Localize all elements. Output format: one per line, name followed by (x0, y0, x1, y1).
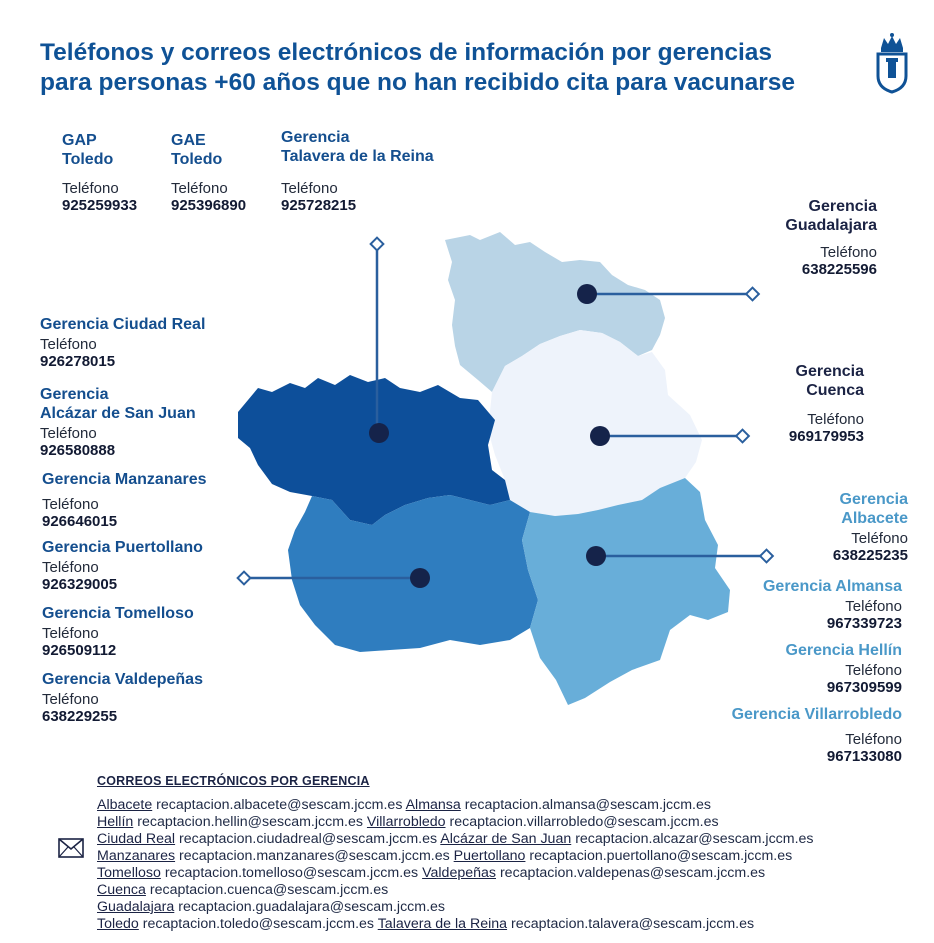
phone-label: Teléfono (40, 336, 97, 353)
marker-albacete (586, 546, 606, 566)
contact-name: Gerencia Valdepeñas (42, 671, 203, 688)
contact-alcazar (40, 385, 196, 459)
contact-name: GAP (62, 132, 97, 149)
contact-name: Gerencia (795, 363, 864, 380)
email-address[interactable]: recaptacion.villarrobledo@sescam.jccm.es (449, 814, 719, 830)
contact-name: Alcázar de San Juan (40, 405, 196, 422)
email-address[interactable]: recaptacion.guadalajara@sescam.jccm.es (178, 899, 446, 915)
email-line (97, 899, 814, 916)
email-name-puertollano: Puertollano (453, 848, 526, 864)
phone-number: 967133080 (826, 748, 902, 765)
contact-gap-toledo (62, 131, 137, 214)
contact-name: Gerencia Almansa (762, 578, 902, 595)
contact-name: Guadalajara (785, 217, 877, 234)
phone-number: 926646015 (42, 513, 118, 530)
contact-gae-toledo (171, 131, 246, 214)
contact-name: Gerencia (808, 198, 877, 215)
contact-name: Gerencia (839, 491, 908, 508)
phone-number: 638229255 (42, 708, 118, 725)
contact-cuenca (789, 362, 864, 445)
contact-tomelloso (42, 604, 194, 659)
email-line (97, 865, 814, 882)
email-name-cuenca: Cuenca (97, 882, 146, 898)
contact-hellin (786, 641, 903, 696)
phone-number: 967309599 (826, 679, 902, 696)
phone-label: Teléfono (820, 244, 877, 261)
email-name-almansa: Almansa (405, 797, 461, 813)
phone-label: Teléfono (40, 425, 97, 442)
contact-name: GAE (171, 132, 206, 149)
phone-label: Teléfono (42, 691, 99, 708)
phone-label: Teléfono (42, 625, 99, 642)
phone-label: Teléfono (171, 180, 228, 197)
contact-name: Gerencia Hellín (785, 642, 902, 659)
email-name-manzanares: Manzanares (97, 848, 176, 864)
phone-number: 969179953 (788, 428, 864, 445)
contact-talavera (281, 128, 434, 214)
contact-name: Gerencia Ciudad Real (40, 316, 206, 333)
email-line (97, 831, 814, 848)
email-name-toledo: Toledo (97, 916, 139, 932)
phone-label: Teléfono (845, 731, 902, 748)
contact-name: Gerencia Villarrobledo (731, 706, 902, 723)
emails-section-title: CORREOS ELECTRÓNICOS POR GERENCIA (97, 774, 370, 788)
connector-end-albacete (760, 550, 773, 563)
marker-guadalajara (577, 284, 597, 304)
email-name-hellin: Hellín (97, 814, 134, 830)
email-address[interactable]: recaptacion.manzanares@sescam.jccm.es (179, 848, 450, 864)
email-line (97, 797, 814, 814)
envelope-icon (58, 838, 84, 858)
contact-guadalajara (785, 197, 877, 278)
contact-name: Gerencia (40, 386, 109, 403)
phone-number: 925259933 (62, 197, 138, 214)
email-address[interactable]: recaptacion.hellin@sescam.jccm.es (137, 814, 363, 830)
contact-name: Cuenca (806, 382, 864, 399)
connector-end-guadalajara (746, 288, 759, 301)
phone-number: 638225235 (832, 547, 908, 564)
title-line-2: para personas +60 años que no han recibido cita para vacunarse (40, 69, 796, 96)
contact-villarrobledo (732, 705, 902, 765)
email-name-tomelloso: Tomelloso (97, 865, 161, 881)
phone-label: Teléfono (845, 662, 902, 679)
phone-number: 967339723 (826, 615, 902, 632)
marker-cuenca (590, 426, 610, 446)
email-address[interactable]: recaptacion.toledo@sescam.jccm.es (142, 916, 375, 932)
contact-puertollano (42, 538, 203, 593)
contact-name: Gerencia (281, 129, 350, 146)
email-name-ciudad-real: Ciudad Real (97, 831, 176, 847)
phone-number: 925728215 (281, 197, 357, 214)
email-name-albacete: Albacete (97, 797, 153, 813)
phone-label: Teléfono (845, 598, 902, 615)
email-address[interactable]: recaptacion.cuenca@sescam.jccm.es (149, 882, 389, 898)
phone-label: Teléfono (62, 180, 119, 197)
phone-label: Teléfono (807, 411, 864, 428)
contact-albacete (833, 490, 908, 564)
email-line (97, 848, 814, 865)
phone-label: Teléfono (42, 496, 99, 513)
phone-number: 926278015 (40, 353, 116, 370)
email-address[interactable]: recaptacion.alcazar@sescam.jccm.es (575, 831, 814, 847)
phone-number: 925396890 (171, 197, 247, 214)
phone-number: 926329005 (42, 576, 118, 593)
contact-manzanares (42, 470, 207, 530)
contact-name: Gerencia Puertollano (42, 539, 203, 556)
phone-label: Teléfono (42, 559, 99, 576)
email-name-talavera: Talavera de la Reina (377, 916, 508, 932)
email-address[interactable]: recaptacion.almansa@sescam.jccm.es (464, 797, 711, 813)
phone-label: Teléfono (851, 530, 908, 547)
contact-name: Gerencia Tomelloso (42, 605, 194, 622)
connector-end-talavera (371, 238, 384, 251)
title-line-1: Teléfonos y correos electrónicos de información por gerencias (40, 39, 773, 66)
email-line (97, 882, 814, 899)
email-line (97, 916, 814, 933)
marker-ciudad-real (410, 568, 430, 588)
email-address[interactable]: recaptacion.ciudadreal@sescam.jccm.es (179, 831, 438, 847)
email-name-guadalajara: Guadalajara (97, 899, 175, 915)
contact-ciudad-real (40, 315, 205, 370)
email-address[interactable]: recaptacion.valdepenas@sescam.jccm.es (499, 865, 766, 881)
email-name-alcazar: Alcázar de San Juan (440, 831, 572, 847)
email-name-villarrobledo: Villarrobledo (366, 814, 446, 830)
contact-name: Toledo (62, 151, 114, 168)
contact-name: Talavera de la Reina (281, 148, 434, 165)
email-line (97, 814, 814, 831)
phone-number: 926509112 (42, 642, 117, 659)
contact-almansa (763, 577, 902, 632)
email-address[interactable]: recaptacion.talavera@sescam.jccm.es (511, 916, 755, 932)
email-address[interactable]: recaptacion.puertollano@sescam.jccm.es (529, 848, 793, 864)
phone-label: Teléfono (281, 180, 338, 197)
connector-end-ciudad-real (238, 572, 251, 585)
contact-name: Albacete (841, 510, 908, 527)
phone-number: 638225596 (801, 261, 877, 278)
email-name-valdepenas: Valdepeñas (422, 865, 496, 881)
email-address[interactable]: recaptacion.tomelloso@sescam.jccm.es (164, 865, 419, 881)
contact-valdepenas (42, 670, 203, 725)
phone-number: 926580888 (40, 442, 116, 459)
emails-list (97, 797, 814, 933)
email-address[interactable]: recaptacion.albacete@sescam.jccm.es (156, 797, 403, 813)
contact-name: Toledo (171, 151, 223, 168)
connector-end-cuenca (736, 430, 749, 443)
marker-toledo (369, 423, 389, 443)
contact-name: Gerencia Manzanares (42, 471, 207, 488)
